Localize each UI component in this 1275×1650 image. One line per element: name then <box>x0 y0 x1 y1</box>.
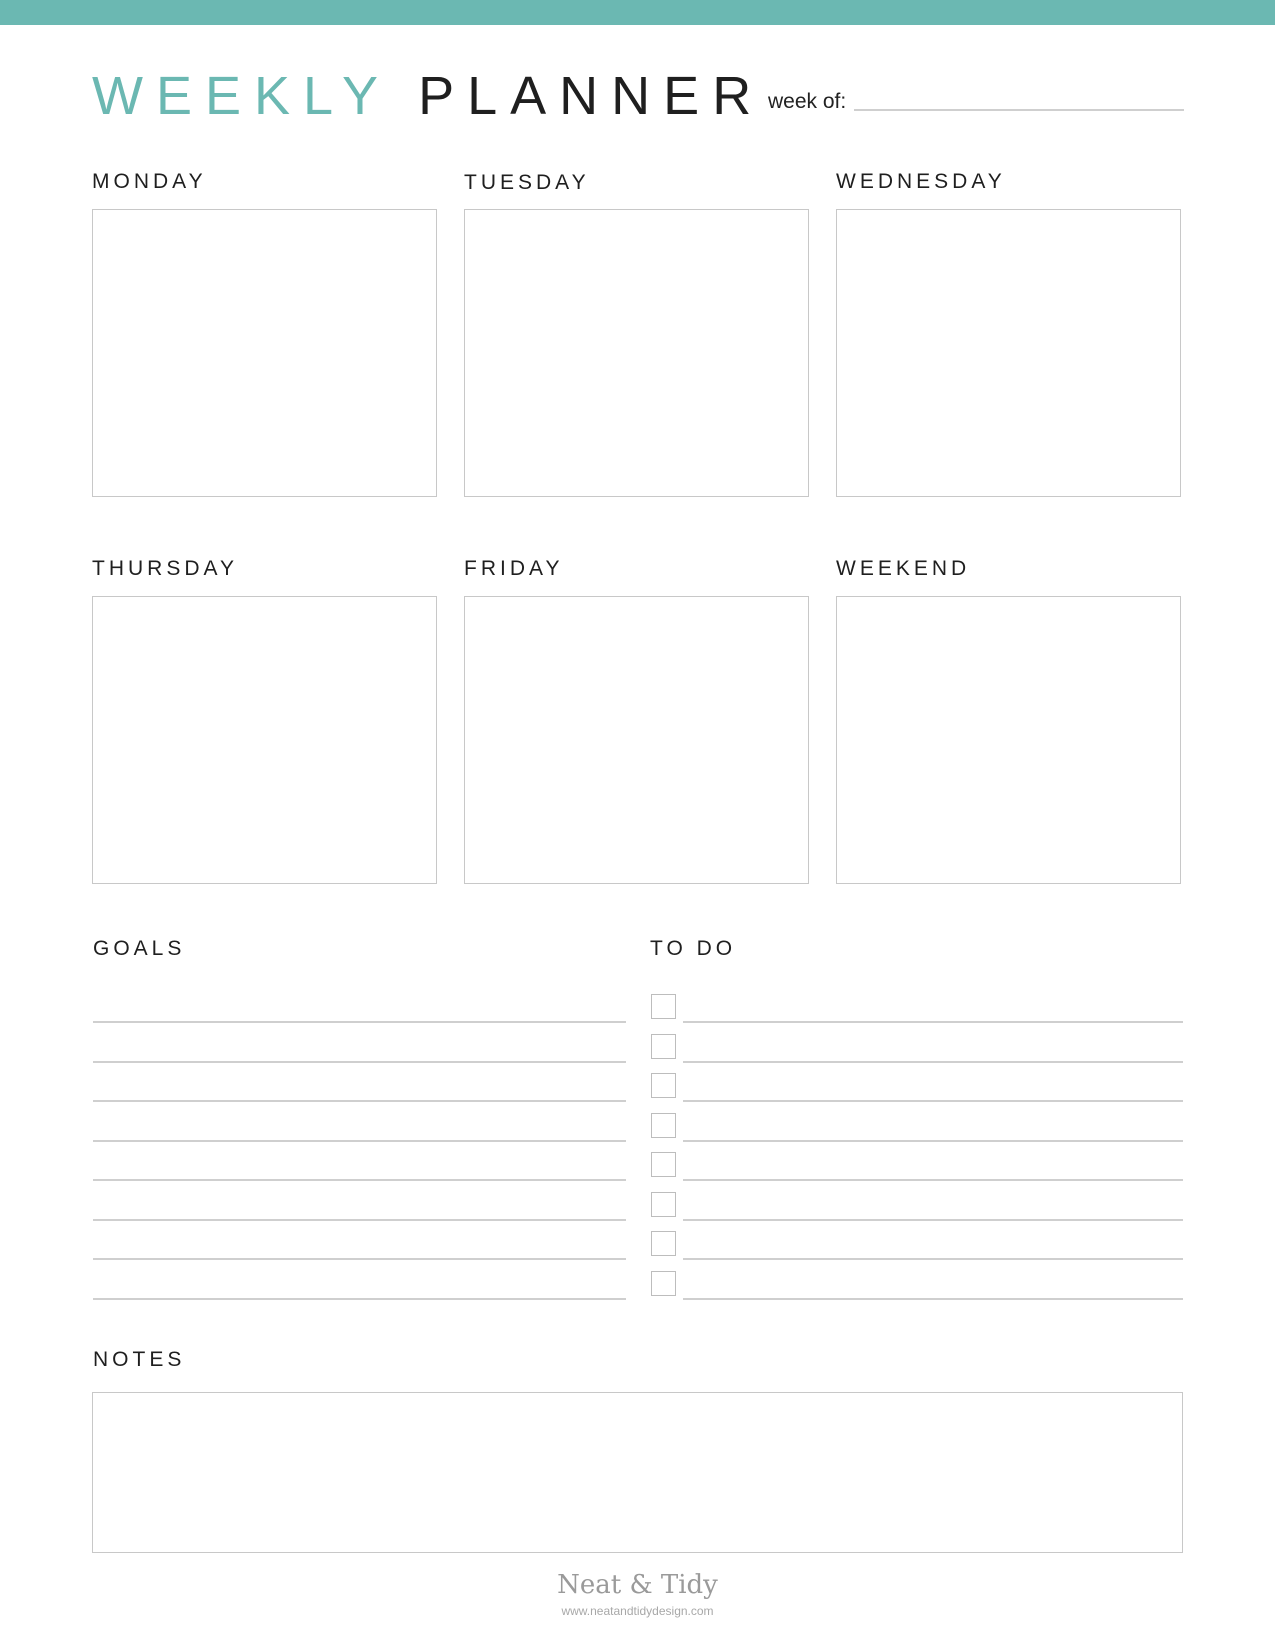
todo-line[interactable] <box>683 1219 1183 1221</box>
day-label-wednesday: WEDNESDAY <box>836 170 1006 193</box>
todo-heading: TO DO <box>650 937 737 960</box>
goal-line[interactable] <box>93 1179 626 1181</box>
title-accent-word: WEEKLY <box>92 66 391 126</box>
brand-logo-text: Neat & Tidy <box>557 1570 718 1600</box>
todo-checkbox[interactable] <box>651 1152 676 1177</box>
top-accent-bar <box>0 0 1275 25</box>
page-title <box>92 64 764 128</box>
goal-line[interactable] <box>93 1140 626 1142</box>
todo-line[interactable] <box>683 1061 1183 1063</box>
day-box-wednesday[interactable] <box>836 209 1181 497</box>
todo-checkbox[interactable] <box>651 1073 676 1098</box>
todo-checkbox[interactable] <box>651 1034 676 1059</box>
todo-line[interactable] <box>683 1021 1183 1023</box>
notes-box[interactable] <box>92 1392 1183 1553</box>
notes-heading: NOTES <box>93 1348 186 1371</box>
goal-line[interactable] <box>93 1298 626 1300</box>
day-label-friday: FRIDAY <box>464 557 564 580</box>
title-main-word: PLANNER <box>418 66 765 126</box>
todo-checkbox[interactable] <box>651 994 676 1019</box>
day-label-weekend: WEEKEND <box>836 557 971 580</box>
todo-line[interactable] <box>683 1179 1183 1181</box>
todo-line[interactable] <box>683 1298 1183 1300</box>
goal-line[interactable] <box>93 1100 626 1102</box>
week-of-field[interactable] <box>854 109 1184 111</box>
day-label-thursday: THURSDAY <box>92 557 238 580</box>
week-of-label: week of: <box>768 90 847 113</box>
todo-checkbox[interactable] <box>651 1113 676 1138</box>
goal-line[interactable] <box>93 1021 626 1023</box>
day-box-thursday[interactable] <box>92 596 437 884</box>
day-label-tuesday: TUESDAY <box>464 171 590 194</box>
day-box-tuesday[interactable] <box>464 209 809 497</box>
day-label-monday: MONDAY <box>92 170 207 193</box>
todo-line[interactable] <box>683 1140 1183 1142</box>
todo-line[interactable] <box>683 1258 1183 1260</box>
goal-line[interactable] <box>93 1258 626 1260</box>
day-box-weekend[interactable] <box>836 596 1181 884</box>
todo-checkbox[interactable] <box>651 1192 676 1217</box>
goals-heading: GOALS <box>93 937 186 960</box>
day-box-monday[interactable] <box>92 209 437 497</box>
goal-line[interactable] <box>93 1219 626 1221</box>
brand-url: www.neatandtidydesign.com <box>561 1604 714 1618</box>
todo-checkbox[interactable] <box>651 1271 676 1296</box>
goal-line[interactable] <box>93 1061 626 1063</box>
todo-line[interactable] <box>683 1100 1183 1102</box>
todo-checkbox[interactable] <box>651 1231 676 1256</box>
day-box-friday[interactable] <box>464 596 809 884</box>
